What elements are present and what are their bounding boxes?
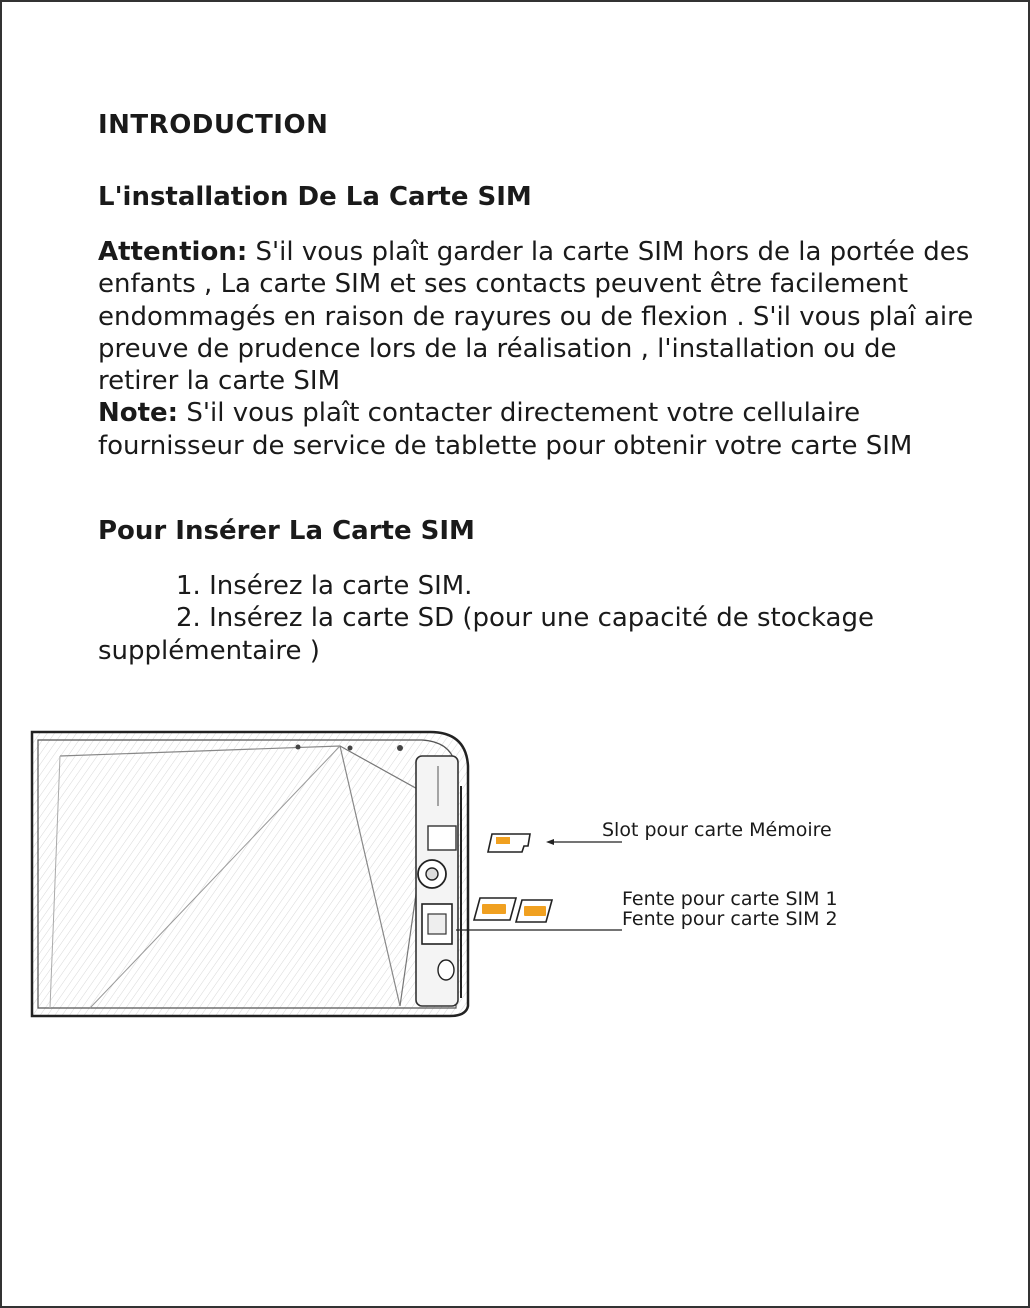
installation-text <box>98 236 978 462</box>
sim-card-2-icon <box>516 900 552 922</box>
callout-sim1-slot: Fente pour carte SIM 1 <box>622 888 838 910</box>
tablet-slot-illustration <box>30 726 970 1026</box>
tf-card-icon <box>488 834 530 852</box>
callout-sim2-slot: Fente pour carte SIM 2 <box>622 908 838 930</box>
step-1: 1. Insérez la carte SIM. <box>176 571 473 601</box>
note-text: S'il vous plaît contacter directement votre cellulaire fournisseur de service de tablette pour obtenir votre carte SIM <box>98 398 913 461</box>
section-title-insert: Pour Insérer La Carte SIM <box>98 516 475 546</box>
page-heading: INTRODUCTION <box>98 110 329 140</box>
attention-text: S'il vous plaît garder la carte SIM hors de la portée des enfants , La carte SIM et ses contacts peuvent être facilement endommagés en raison de rayures ou de flexion . S'il vous plaî aire preuve de prudence lors de la réalisation , l'installation ou de retirer la carte SIM <box>98 237 974 397</box>
insert-steps <box>98 570 978 667</box>
sim-card-1-icon <box>474 898 516 920</box>
step-2: 2. Insérez la carte SD (pour une capacité de stockage supplémentaire ) <box>98 603 874 666</box>
attention-label: Attention: <box>98 237 248 267</box>
section-title-installation: L'installation De La Carte SIM <box>98 182 532 212</box>
callout-memory-slot: Slot pour carte Mémoire <box>602 819 832 841</box>
note-label: Note: <box>98 398 179 429</box>
tablet-drawing <box>30 726 970 1026</box>
